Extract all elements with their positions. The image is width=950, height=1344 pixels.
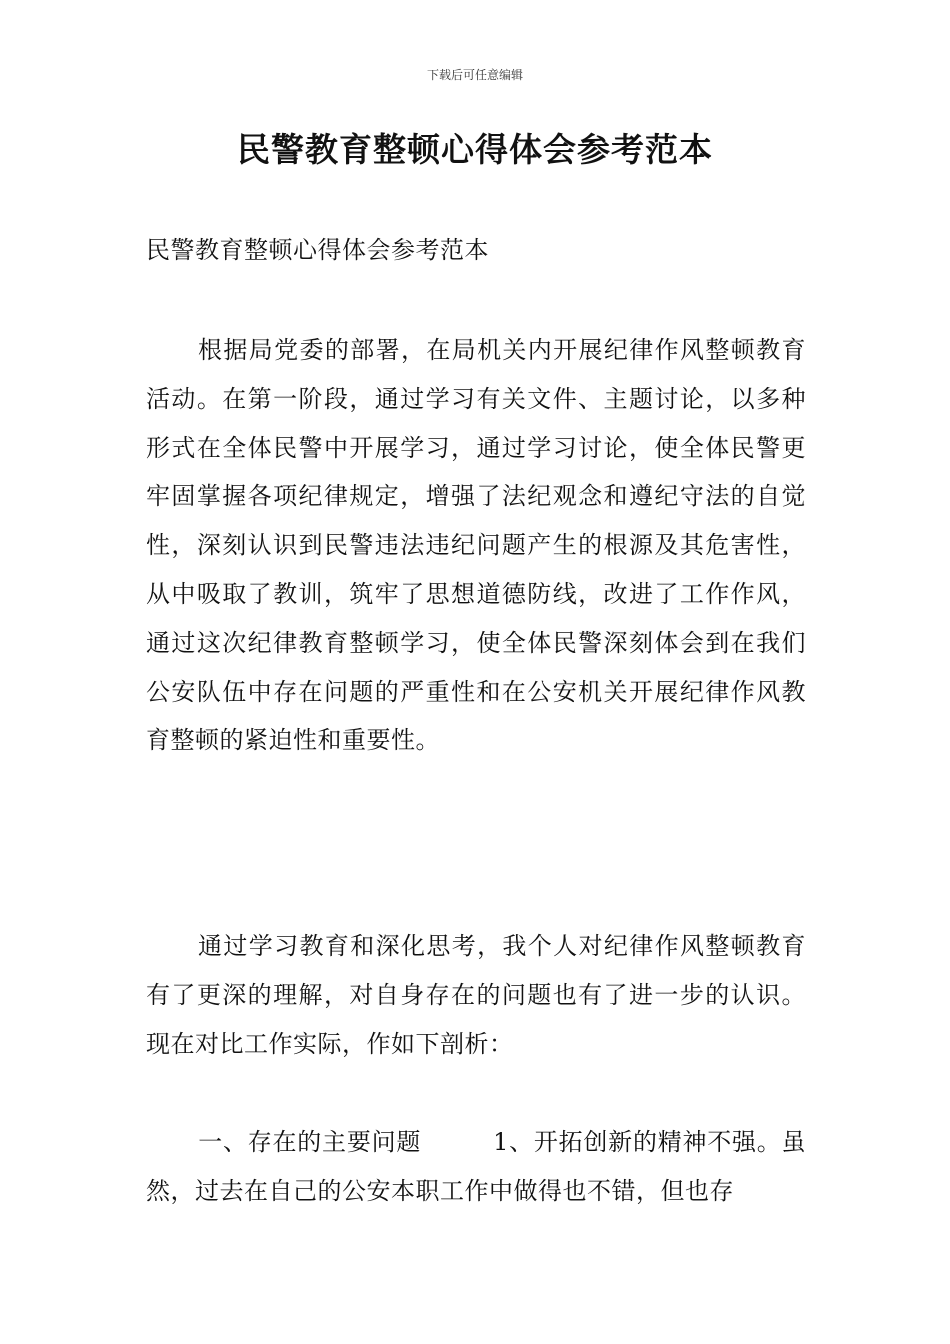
paragraph-3 <box>146 1118 806 1216</box>
section-heading: 一、存在的主要问题 <box>198 1128 422 1156</box>
document-title: 民警教育整顿心得体会参考范本 <box>237 130 713 169</box>
section-item: 1、开拓创新的精神不强。 <box>493 1128 782 1156</box>
paragraph-2: 通过学习教育和深化思考，我个人对纪律作风整顿教育有了更深的理解，对自身存在的问题也有了进一步的认识。现在对比工作实际，作如下剖析： <box>146 932 806 1058</box>
paragraph-1: 根据局党委的部署，在局机关内开展纪律作风整顿教育活动。在第一阶段，通过学习有关文件、主题讨论，以多种形式在全体民警中开展学习，通过学习讨论，使全体民警更牢固掌握各项纪律规定，增强了法纪观念和遵纪守法的自觉性，深刻认识到民警违法违纪问题产生的根源及其危害性，从中吸取了教训，筑牢了思想道德防线，改进了工作作风，通过这次纪律教育整顿学习，使全体民警深刻体会到在我们公安队伍中存在问题的严重性和在公安机关开展纪律作风教育整顿的紧迫性和重要性。 <box>146 336 806 755</box>
document-subtitle: 民警教育整顿心得体会参考范本 <box>146 236 489 264</box>
section-continuation: 虽然，过去在自己的公安本职工作中做得也不错，但也存 <box>146 1128 806 1205</box>
header-note: 下载后可任意编辑 <box>426 68 523 82</box>
